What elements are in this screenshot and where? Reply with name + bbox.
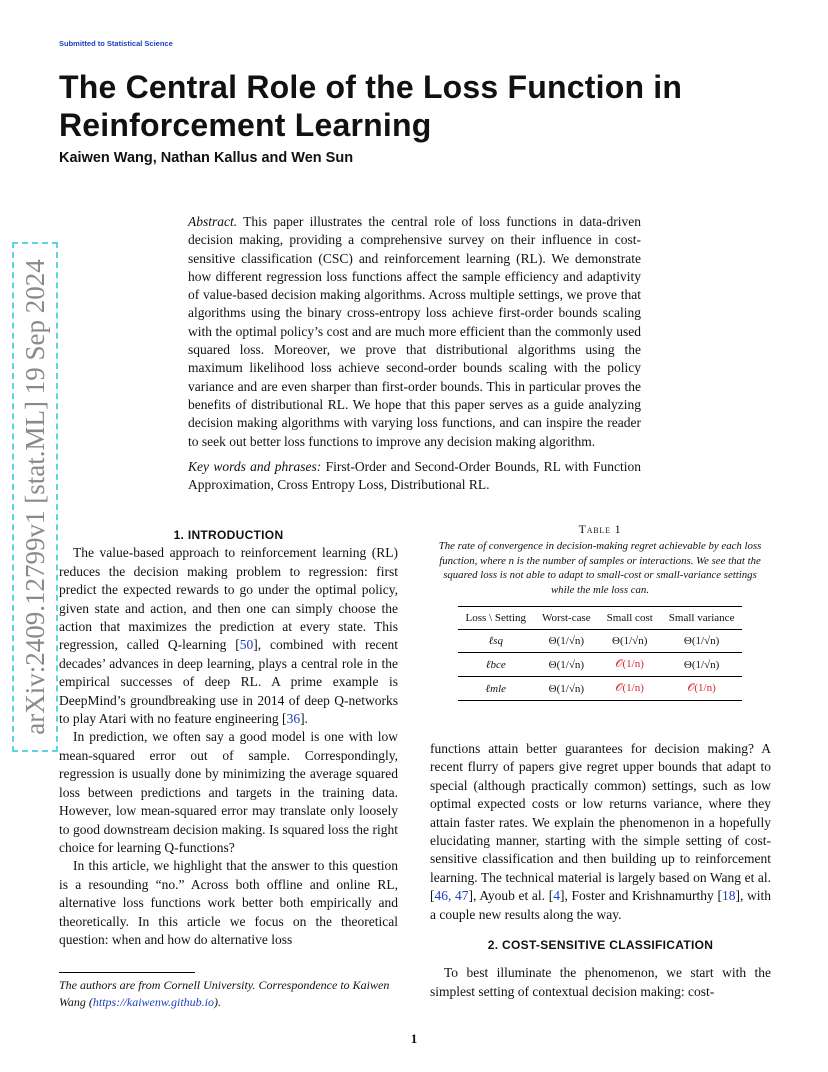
rate-cell: 𝒪(1/n) xyxy=(599,677,661,701)
table-header-cell: Small variance xyxy=(661,607,743,630)
intro-paragraph-2: In prediction, we often say a good model is one with low mean-squared error out of sample. Correspondingly, regression is usually done by minimizing the average squared loss between predictions and targets in the training data. However, low mean-squared error may translate only loosely to good downstream decision making. Is squared loss the right choice for learning Q-functions? xyxy=(59,729,398,855)
citation-link[interactable]: 50 xyxy=(239,637,254,653)
table-label: Table 1 xyxy=(578,522,622,536)
table-row xyxy=(458,677,743,701)
paper-title: The Central Role of the Loss Function in Reinforcement Learning xyxy=(59,69,683,143)
loss-name-cell: ℓmle xyxy=(458,677,535,701)
table-row xyxy=(458,630,743,653)
keywords-text: First-Order and Second-Order Bounds, RL with Function Approximation, Cross Entropy Loss, Distributional RL. xyxy=(188,458,642,493)
author-list: Kaiwen Wang, Nathan Kallus and Wen Sun xyxy=(59,150,354,166)
intro-continued-paragraph: functions attain better guarantees for decision making? A recent flurry of papers give regret upper bounds that adapt to special (although practically common) settings, such as low optimal expected costs or low returns variance, where they attain faster rates. We explain the phenomenon in a hopefully elucidating manner, starting with the simple setting of cost-sensitive classification and then building up to reinforcement learning. The technical material is largely based on Wang et al. [46, 47], Ayoub et al. [4], Foster and Krishnamurthy [18], with a couple new results along the way. xyxy=(430,741,772,922)
left-column xyxy=(59,526,398,949)
rate-cell: 𝒪(1/n) xyxy=(599,653,661,677)
citation-link[interactable]: 46, 47 xyxy=(434,888,469,904)
journal-header: Submitted to Statistical Science xyxy=(59,39,173,48)
table-row xyxy=(458,653,743,677)
page-number: 1 xyxy=(410,1031,418,1046)
rate-cell: Θ(1/√n) xyxy=(534,653,599,677)
rate-cell: 𝒪(1/n) xyxy=(661,677,743,701)
table-header-cell: Worst-case xyxy=(534,607,599,630)
keywords xyxy=(188,458,641,495)
footnote-divider xyxy=(59,972,195,973)
table-header-row xyxy=(458,607,743,630)
intro-paragraph-1: The value-based approach to reinforcement learning (RL) reduces the decision making problem to regression: first predict the expected rewards to go under the optimal policy, given state and action, and then one can simply choose the action that maximizes the prediction at every state. This regression, called Q-learning [50], combined with recent decades’ advances in deep learning, plays a central role in the empirical successes of deep RL. A prime example is DeepMind’s groundbreaking use in 2014 of deep Q-networks to play Atari with no feature engineering [36]. xyxy=(59,545,398,727)
rate-table xyxy=(458,606,743,701)
arxiv-stamp[interactable]: arXiv:2409.12799v1 [stat.ML] 19 Sep 2024 xyxy=(12,242,58,752)
citation-link[interactable]: 4 xyxy=(553,888,560,904)
intro-paragraph-3: In this article, we highlight that the answer to this question is a resounding “no.” Across both offline and online RL, alternative loss functions work better both empirically and theoretically. In this article we focus on the theoretical question: when and how do alternative loss xyxy=(59,858,398,947)
table-header-cell: Small cost xyxy=(599,607,661,630)
right-column xyxy=(430,740,771,1001)
loss-name-cell: ℓsq xyxy=(458,630,535,653)
footnote: The authors are from Cornell University. Correspondence to Kaiwen Wang (https://kaiwenw.github.io). xyxy=(59,978,390,1009)
abstract-label: Abstract. xyxy=(188,214,238,229)
rate-cell: Θ(1/√n) xyxy=(534,630,599,653)
rate-cell: Θ(1/√n) xyxy=(534,677,599,701)
loss-name-cell: ℓbce xyxy=(458,653,535,677)
csc-paragraph-1: To best illuminate the phenomenon, we start with the simplest setting of contextual decision making: cost- xyxy=(430,965,771,999)
author-homepage-link[interactable]: https://kaiwenw.github.io xyxy=(92,994,214,1009)
citation-link[interactable]: 36 xyxy=(286,711,301,727)
abstract xyxy=(188,213,641,494)
table-caption: The rate of convergence in decision-making regret achievable by each loss function, where n is the number of samples or interactions. We see that the squared loss is not able to adapt to small-cost or small-variance settings while the mle loss can. xyxy=(438,540,762,596)
table-1 xyxy=(430,522,770,701)
abstract-text: This paper illustrates the central role of loss functions in data-driven decision making, providing a comprehensive survey on their influence in cost-sensitive classification (CSC) and reinforcement learning (RL). We demonstrate how different regression loss functions affect the sample efficiency and adaptivity of value-based decision making algorithms. Across multiple settings, we prove that algorithms using the binary cross-entropy loss achieve first-order bounds scaling with the optimal policy’s cost and are much more efficient than the commonly used squared loss. Moreover, we prove that distributional algorithms using the maximum likelihood loss achieve second-order bounds scaling with the policy variance and are even sharper than first-order bounds. This in particular proves the benefits of distributional RL. We hope that this paper serves as a guide analyzing decision making algorithms with varying loss functions, and can inspire the reader to seek out better loss functions to improve any decision making algorithm. xyxy=(188,214,641,449)
section-heading-cost-sensitive: 2. COST-SENSITIVE CLASSIFICATION xyxy=(487,938,714,953)
rate-cell: Θ(1/√n) xyxy=(599,630,661,653)
section-heading-introduction: 1. INTRODUCTION xyxy=(173,528,284,542)
citation-link[interactable]: 18 xyxy=(721,888,736,904)
rate-cell: Θ(1/√n) xyxy=(661,653,743,677)
table-header-cell: Loss \ Setting xyxy=(458,607,535,630)
rate-cell: Θ(1/√n) xyxy=(661,630,743,653)
keywords-label: Key words and phrases: xyxy=(188,458,322,474)
